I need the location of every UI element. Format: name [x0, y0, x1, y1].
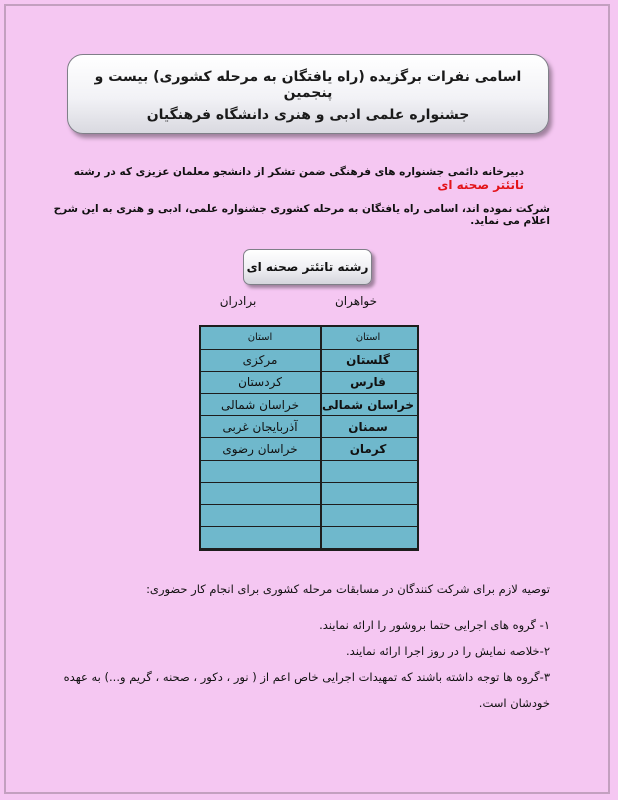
- table-cell-brothers: خراسان شمالی: [220, 397, 300, 412]
- table-cell-sisters: خراسان شمالی: [322, 397, 414, 412]
- advice-heading: توصیه لازم برای شرکت کنندگان در مسابقات مرحله کشوری برای انجام کار حضوری:: [146, 582, 550, 596]
- advice-item-1: ۱- گروه های اجرایی حتما بروشور را ارائه نمایند.: [319, 618, 550, 632]
- winners-table: [199, 325, 419, 551]
- table-cell-brothers: کردستان: [238, 375, 282, 390]
- table-row: [201, 438, 417, 461]
- table-cell-sisters: کرمان: [349, 442, 387, 456]
- table-header-cell-sisters: استان: [355, 332, 381, 343]
- table-row: [201, 482, 417, 505]
- column-heading-brothers: برادران: [219, 294, 257, 308]
- table-cell-brothers: مرکزی: [242, 353, 278, 368]
- table-row: [201, 527, 417, 550]
- table-row: [201, 460, 417, 483]
- table-cell-brothers: آذربایجان غربی: [222, 419, 298, 434]
- table-row: [201, 371, 417, 394]
- table-cell-sisters: [319, 482, 417, 504]
- table-cell-sisters: فارس: [350, 375, 386, 390]
- table-cell-sisters: سمنان: [348, 419, 388, 434]
- intro-field-highlight: تاتئتر صحنه ای: [437, 178, 524, 192]
- table-cell-brothers: [201, 527, 319, 549]
- table-cell-brothers: خراسان رضوی: [222, 442, 298, 456]
- intro-line-1: [64, 166, 524, 192]
- title-box: [67, 54, 549, 134]
- column-heading-sisters: خواهران: [334, 294, 378, 308]
- table-header-row: [201, 327, 417, 350]
- table-cell-sisters: گلستان: [346, 353, 390, 368]
- field-label-box: رشته تاتئتر صحنه ای: [243, 249, 372, 285]
- title-line-1: اسامی نفرات برگزیده (راه یافتگان به مرحله کشوری) بیست و پنجمین: [94, 69, 522, 101]
- table-row: [201, 416, 417, 439]
- table-row: [201, 349, 417, 372]
- table-cell-brothers: [201, 505, 319, 527]
- table-cell-sisters: [319, 527, 417, 549]
- advice-item-3-line-2: خودشان است.: [478, 696, 550, 710]
- table-cell-brothers: [201, 460, 319, 482]
- table-cell-sisters: [319, 505, 417, 527]
- title-line-2: جشنواره علمی ادبی و هنری دانشگاه فرهنگیان: [146, 107, 470, 123]
- table-row: [201, 505, 417, 528]
- advice-item-2: ۲-خلاصه نمایش را در روز اجرا ارائه نمایند.: [346, 644, 550, 658]
- table-row: [201, 394, 417, 417]
- table-cell-brothers: [201, 482, 319, 504]
- advice-item-3-line-1: ۳-گروه ها توجه داشته باشند که تمهیدات اجرایی خاص اعم از ( نور ، دکور ، صحنه ، گریم و...) به عهده: [63, 670, 550, 684]
- table-header-cell-brothers: استان: [247, 332, 273, 343]
- table-column-divider: [320, 327, 322, 549]
- intro-line-2: شرکت نموده اند، اسامی راه یافتگان به مرحله کشوری جشنواره علمی، ادبی و هنری به این شرح اعلام می نماید.: [53, 203, 550, 227]
- table-cell-sisters: [319, 460, 417, 482]
- intro-line-1-text: دبیرخانه دائمی جشنواره های فرهنگی ضمن تشکر از دانشجو معلمان عزیزی که در رشته: [73, 166, 524, 178]
